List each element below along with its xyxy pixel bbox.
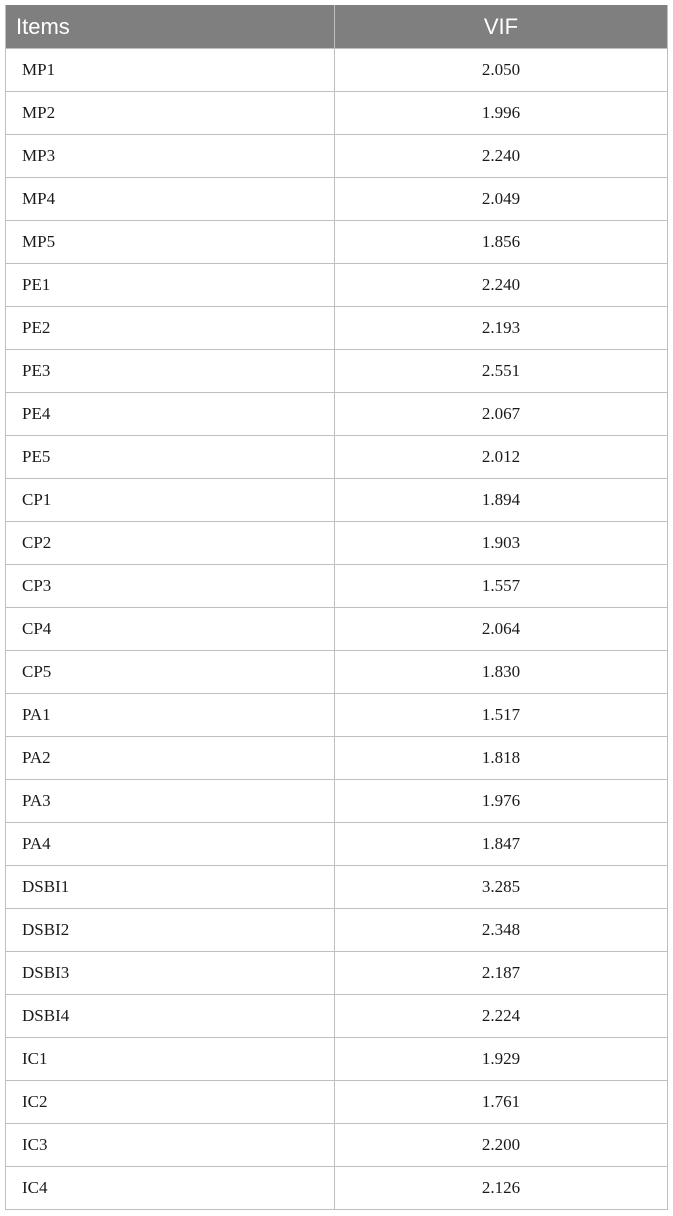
item-cell: MP2 (6, 92, 335, 135)
vif-cell: 2.012 (335, 436, 668, 479)
header-row (6, 5, 668, 49)
table-row (6, 436, 668, 479)
table-row (6, 350, 668, 393)
table-row (6, 909, 668, 952)
vif-cell: 1.903 (335, 522, 668, 565)
item-cell: DSBI4 (6, 995, 335, 1038)
table-header (6, 5, 668, 49)
item-cell: PE2 (6, 307, 335, 350)
item-cell: IC2 (6, 1081, 335, 1124)
table-row (6, 952, 668, 995)
table-row (6, 522, 668, 565)
table-row (6, 479, 668, 522)
item-cell: CP2 (6, 522, 335, 565)
table-row (6, 393, 668, 436)
vif-cell: 2.126 (335, 1167, 668, 1210)
item-cell: PE3 (6, 350, 335, 393)
column-header-items: Items (6, 5, 335, 49)
table-row (6, 694, 668, 737)
vif-cell: 1.996 (335, 92, 668, 135)
vif-cell: 2.224 (335, 995, 668, 1038)
table-body (6, 49, 668, 1210)
item-cell: PE5 (6, 436, 335, 479)
table-row (6, 565, 668, 608)
item-cell: MP3 (6, 135, 335, 178)
vif-cell: 2.064 (335, 608, 668, 651)
item-cell: CP5 (6, 651, 335, 694)
vif-cell: 2.050 (335, 49, 668, 92)
table-row (6, 866, 668, 909)
item-cell: CP3 (6, 565, 335, 608)
item-cell: PA3 (6, 780, 335, 823)
item-cell: MP1 (6, 49, 335, 92)
table-row (6, 92, 668, 135)
vif-cell: 1.894 (335, 479, 668, 522)
vif-cell: 2.240 (335, 264, 668, 307)
item-cell: IC4 (6, 1167, 335, 1210)
table-row (6, 1038, 668, 1081)
vif-cell: 1.929 (335, 1038, 668, 1081)
table-row (6, 49, 668, 92)
table-row (6, 264, 668, 307)
table-row (6, 780, 668, 823)
vif-cell: 1.818 (335, 737, 668, 780)
item-cell: PA2 (6, 737, 335, 780)
table-row (6, 1124, 668, 1167)
vif-cell: 1.761 (335, 1081, 668, 1124)
table-row (6, 651, 668, 694)
vif-cell: 1.517 (335, 694, 668, 737)
item-cell: DSBI1 (6, 866, 335, 909)
item-cell: PE4 (6, 393, 335, 436)
vif-cell: 1.830 (335, 651, 668, 694)
item-cell: PE1 (6, 264, 335, 307)
table-row (6, 1081, 668, 1124)
item-cell: DSBI2 (6, 909, 335, 952)
vif-cell: 2.348 (335, 909, 668, 952)
table-row (6, 307, 668, 350)
item-cell: MP4 (6, 178, 335, 221)
table-row (6, 823, 668, 866)
vif-cell: 1.856 (335, 221, 668, 264)
vif-cell: 2.200 (335, 1124, 668, 1167)
table-row (6, 221, 668, 264)
item-cell: CP4 (6, 608, 335, 651)
item-cell: CP1 (6, 479, 335, 522)
item-cell: DSBI3 (6, 952, 335, 995)
table-row (6, 1167, 668, 1210)
column-header-vif: VIF (335, 5, 668, 49)
item-cell: PA1 (6, 694, 335, 737)
table-row (6, 135, 668, 178)
vif-cell: 1.976 (335, 780, 668, 823)
item-cell: IC3 (6, 1124, 335, 1167)
vif-cell: 1.557 (335, 565, 668, 608)
vif-cell: 2.193 (335, 307, 668, 350)
table-row (6, 178, 668, 221)
item-cell: IC1 (6, 1038, 335, 1081)
item-cell: MP5 (6, 221, 335, 264)
vif-table-container (5, 5, 667, 1210)
table-row (6, 737, 668, 780)
vif-cell: 3.285 (335, 866, 668, 909)
vif-cell: 2.240 (335, 135, 668, 178)
vif-cell: 1.847 (335, 823, 668, 866)
vif-table (5, 5, 668, 1210)
vif-cell: 2.067 (335, 393, 668, 436)
vif-cell: 2.551 (335, 350, 668, 393)
vif-cell: 2.049 (335, 178, 668, 221)
table-row (6, 608, 668, 651)
item-cell: PA4 (6, 823, 335, 866)
vif-cell: 2.187 (335, 952, 668, 995)
table-row (6, 995, 668, 1038)
